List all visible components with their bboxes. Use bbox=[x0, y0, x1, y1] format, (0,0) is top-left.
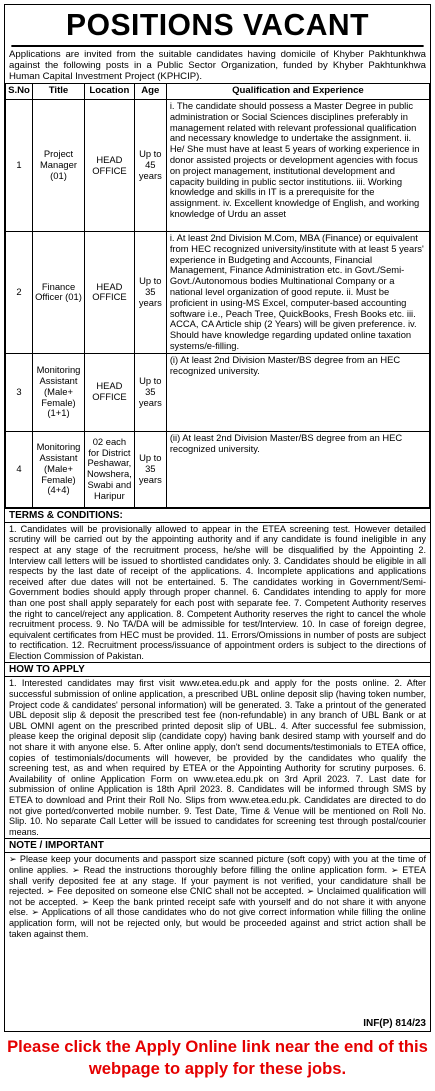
cell-sno: 3 bbox=[6, 353, 33, 431]
note-heading: NOTE / IMPORTANT bbox=[5, 838, 430, 853]
cell-title: Monitoring Assistant (Male+ Female) (1+1) bbox=[33, 353, 85, 431]
cell-age: Up to 45 years bbox=[134, 100, 166, 232]
intro-paragraph: Applications are invited from the suitable candidates having domicile of Khyber Pakhtunkhwa against the following posts in a Public Sector Organization, funded by Khyber Pakhtunkhwa Human Capital Investment Project (KPHCIP). bbox=[9, 49, 426, 82]
how-to-apply-heading: HOW TO APPLY bbox=[5, 662, 430, 677]
cell-title: Project Manager (01) bbox=[33, 100, 85, 232]
cell-location: HEAD OFFICE bbox=[85, 353, 135, 431]
cell-location: 02 each for District Peshawar, Nowshera, Swabi and Haripur bbox=[85, 431, 135, 507]
note-text: ➢ Please keep your documents and passport size scanned picture (soft copy) with you at the time of online applies. ➢ Read the instructions thoroughly before filling the online application form. ➢ ETEA shall verify deposited fee at any stage. If your payment is not verified, your candidature shall be rejected. ➢ Fee deposited on someone else CNIC shall not be accepted. ➢ Unclaimed qualification will not be accepted. ➢ Keep the bank printed receipt safe with yourself and do not share it with anyone else. ➢ Applications of all those candidates who do not give correct information while filling the online application form, will not be rejected only, but would be proceeded against and strict action shall be taken against them. bbox=[9, 854, 426, 939]
cell-qualification: (ii) At least 2nd Division Master/BS degree from an HEC recognized university. bbox=[166, 431, 429, 507]
positions-table bbox=[5, 83, 430, 508]
how-to-apply-text: 1. Interested candidates may first visit www.etea.edu.pk and apply for the posts online. 2. After successful submission of online application, a prescribed UBL online deposit slip (having token number, Project code & candidates' personal information) will be generated. 3. Take a printout of the generated UBL deposit slip & deposit the prescribed test fee (non-refundable) in any branch of UBL Bank or at UBL OMNI agent on the prescribed printed deposit slip of UBL. 4. After successful fee submission, please keep the original deposit slip (candidate copy) having bank desired stamp with yourself and do not share it with anyone else. 5. After online apply, don't send documents/testimonials to ETEA office, copies of testimonials/documents will however, be provided by the candidates who qualify the screening test, as and when required by ETEA or the Appointing Authority for scrutiny purposes. 6. Availability of online Application Form on www.etea.edu.pk on 3rd April 2023. 7. Last date for submission of online Application is 18th April 2023. 8. Candidates will be informed through SMS by ETEA to download and Print their Roll No. Slips from www.etea.edu.pk. Candidates are directed to do not give ported/converted mobile number. 9. Test Date, Time & Venue will be mentioned on Roll No. Slip. 10. No separate Call Letter will be issued to candidates for screening test through postal/courier means. bbox=[9, 678, 426, 837]
cell-sno: 4 bbox=[6, 431, 33, 507]
header-location: Location bbox=[85, 84, 135, 100]
cell-title: Monitoring Assistant (Male+ Female) (4+4) bbox=[33, 431, 85, 507]
terms-text: 1. Candidates will be provisionally allowed to appear in the ETEA screening test. However detailed scrutiny will be carried out by the appointing authority and if any candidate is found ineligible in any respect at any stage of the recruitment process, he/she will be disqualified by the Appointing 2. Interview call letters will be issued to shortlisted candidates only. 3. Candidates should be eligible in all respects by the last date of receipt of the applications. 4. Incomplete applications and applications received after due dates will not be entertained. 5. The candidates working in Government/Semi-Government bodies should apply through proper channel. 6. Candidates intending to apply for more than one post shall apply separately for each post with separate fee. 7. Competent Authority reserves the right to cancel/reject any application. 8. Competent Authority reserves the right to cancel the whole recruitment process. 9. No TA/DA will be admissible for test/Interview. 10. In case of foreign degree, equivalent certificates from HEC must be provided. 11. Errors/Omissions in number of posts are subject to rectification. 12. Recruitment process/issuance of appointment orders is subject to the directions of Election Commission of Pakistan. bbox=[9, 523, 426, 661]
reference-number: INF(P) 814/23 bbox=[360, 1018, 426, 1029]
header-age: Age bbox=[134, 84, 166, 100]
header-qualification: Qualification and Experience bbox=[166, 84, 429, 100]
cell-qualification: (i) At least 2nd Division Master/BS degree from an HEC recognized university. bbox=[166, 353, 429, 431]
table-header-row bbox=[6, 84, 430, 100]
cell-age: Up to 35 years bbox=[134, 353, 166, 431]
header-sno: S.No bbox=[6, 84, 33, 100]
cell-qualification: i. The candidate should possess a Master Degree in public administration or Social Sciences disciplines preferably in management related with relevant professional qualification and necessary knowledge to undertake the assignment. ii. He/ She must have at least 5 years of working experience in donor assisted projects or development agencies with focus on project management, institutional development and capacity building in public sector institutions. iii. Working knowledge and skills in IT is a prerequisite for the assignment. iv. Excellent knowledge of English, and working knowledge of Urdu an asset bbox=[166, 100, 429, 232]
cell-title: Finance Officer (01) bbox=[33, 232, 85, 354]
table-row bbox=[6, 100, 430, 232]
ad-title: POSITIONS VACANT bbox=[11, 5, 423, 47]
apply-online-notice: Please click the Apply Online link near the end of this webpage to apply for these jobs. bbox=[7, 1037, 428, 1078]
cell-sno: 2 bbox=[6, 232, 33, 354]
job-advertisement bbox=[4, 4, 431, 1032]
table-row bbox=[6, 431, 430, 507]
table-row bbox=[6, 232, 430, 354]
terms-heading: TERMS & CONDITIONS: bbox=[5, 508, 430, 523]
cell-age: Up to 35 years bbox=[134, 232, 166, 354]
cell-qualification: i. At least 2nd Division M.Com, MBA (Finance) or equivalent from HEC recognized university/institute with at least 5 years' experience in Budgeting and Accounts, Financial Management, Finance Administration etc. in Govt./Semi-Govt./Autonomous bodies Multinational Company or a national level organization of good repute. ii. Must be proficient in using-MS Excel, computer-based accounting software i.e., Peach Tree, QuickBooks, Fresh Books etc. iii. ACCA, CA Article ship (2 Years) will be given preference. iv. Should have knowledge regarding updated online taxation systems/e-filling. bbox=[166, 232, 429, 354]
table-row bbox=[6, 353, 430, 431]
cell-age: Up to 35 years bbox=[134, 431, 166, 507]
cell-sno: 1 bbox=[6, 100, 33, 232]
cell-location: HEAD OFFICE bbox=[85, 232, 135, 354]
cell-location: HEAD OFFICE bbox=[85, 100, 135, 232]
header-title: Title bbox=[33, 84, 85, 100]
